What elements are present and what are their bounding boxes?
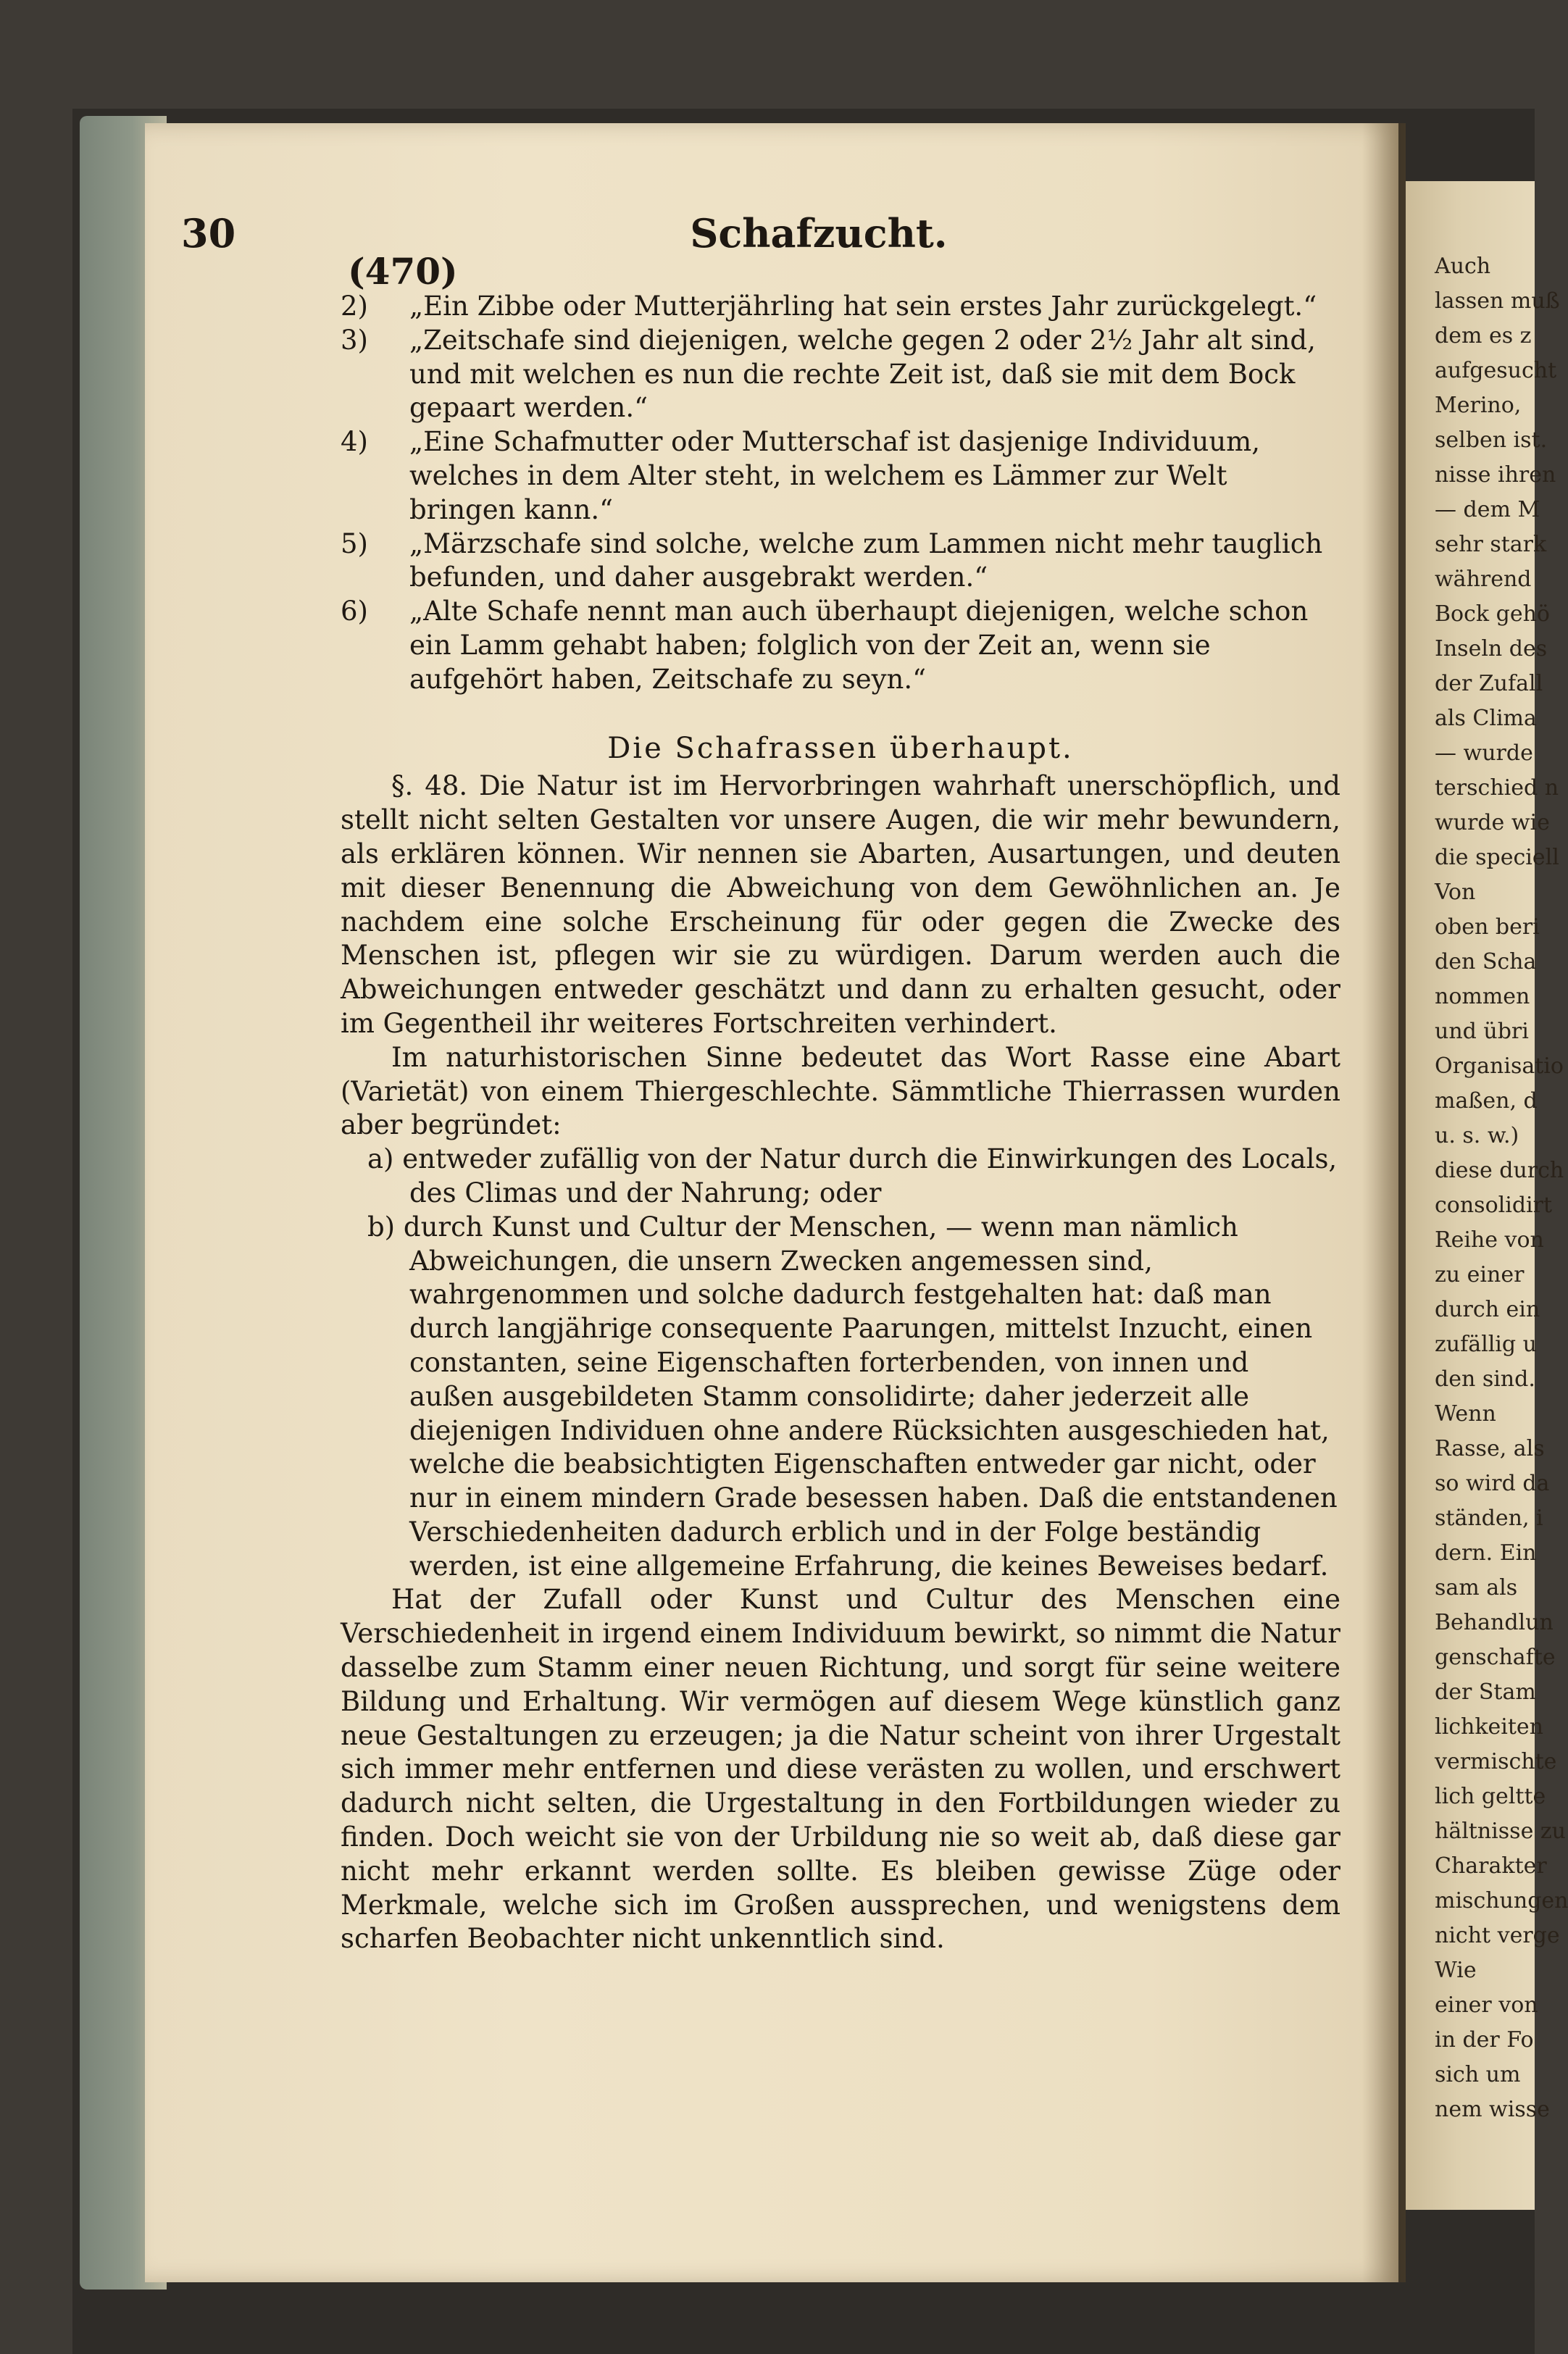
page-body	[341, 290, 1340, 1956]
adjacent-page	[1406, 181, 1568, 2210]
definition-item: 2) „Ein Zibbe oder Mutterjährling hat sein erstes Jahr zurückgelegt.“	[341, 291, 1317, 322]
adjacent-page-line: der Stam	[1435, 1679, 1536, 1705]
adjacent-page-line: Reihe von	[1435, 1227, 1544, 1253]
adjacent-page-line: Wenn	[1435, 1401, 1496, 1427]
adjacent-page-line: der Zufall	[1435, 671, 1543, 696]
adjacent-page-line: durch ein	[1435, 1297, 1540, 1322]
list-item-a: a) entweder zufällig von der Natur durch die Einwirkungen des Locals, des Climas und der Nahrung; oder	[367, 1143, 1338, 1209]
adjacent-page-line: lich geltte	[1435, 1784, 1546, 1809]
adjacent-page-line: vermischte	[1435, 1749, 1557, 1774]
adjacent-page-line: nicht verge	[1435, 1923, 1560, 1948]
adjacent-page-line: und übri	[1435, 1019, 1529, 1044]
adjacent-page-line: einer von	[1435, 1992, 1538, 2018]
page-number: 30	[181, 210, 236, 256]
adjacent-page-line: oben beri	[1435, 914, 1540, 940]
section-heading: Die Schafrassen überhaupt.	[607, 731, 1074, 765]
adjacent-page-line: aufgesucht	[1435, 358, 1557, 383]
adjacent-page-line: — wurde	[1435, 740, 1533, 766]
adjacent-page-line: — dem M	[1435, 497, 1540, 522]
adjacent-page-line: Wie	[1435, 1958, 1477, 1983]
adjacent-page-line: diese durch	[1435, 1158, 1564, 1183]
paragraph: Im naturhistorischen Sinne bedeutet das Wort Rasse eine Abart (Varietät) von einem Thiergeschlechte. Sämmtliche Thierrassen wurden aber begründet:	[341, 1041, 1340, 1141]
paragraph: Hat der Zufall oder Kunst und Cultur des Menschen eine Verschiedenheit in irgend einem Individuum bewirkt, so nimmt die Natur dasselbe zum Stamm einer neuen Richtung, und sorgt für seine weitere Bildung und Erhaltung. Wir vermögen auf diesem Wege künstlich ganz neue Gestaltungen zu erzeugen; ja die Natur scheint von ihrer Urgestalt sich immer mehr entfernen und diese verästen zu wollen, und erschwert dadurch nicht selten, die Urgestaltung in den Fortbildungen wieder zu finden. Doch weicht sie von der Urbildung nie so weit ab, daß diese gar nicht mehr erkannt werden sollte. Es bleiben gewisse Züge oder Merkmale, welche sich im Großen aussprechen, und wenigstens dem scharfen Beobachter nicht unkenntlich sind.	[341, 1584, 1340, 1955]
adjacent-page-line: lichkeiten	[1435, 1714, 1543, 1740]
adjacent-page-line: Charakter	[1435, 1853, 1547, 1879]
adjacent-page-line: mischungen	[1435, 1888, 1568, 1913]
adjacent-page-line: Organisatio	[1435, 1053, 1564, 1079]
adjacent-page-line: dern. Ein	[1435, 1540, 1537, 1566]
adjacent-page-line: consolidirt	[1435, 1193, 1553, 1218]
adjacent-page-line: Auch	[1435, 254, 1491, 279]
adjacent-page-line: Behandlun	[1435, 1610, 1554, 1635]
adjacent-page-line: Inseln des	[1435, 636, 1548, 661]
adjacent-page-line: den sind.	[1435, 1366, 1535, 1392]
definition-item: 6) „Alte Schafe nennt man auch überhaupt diejenigen, welche schon ein Lamm gehabt haben; folglich von der Zeit an, wenn sie aufgehört haben, Zeitschafe zu seyn.“	[341, 596, 1309, 695]
running-head: Schafzucht.	[690, 210, 948, 256]
adjacent-page-line: terschied n	[1435, 775, 1559, 801]
adjacent-page-line: sam als	[1435, 1575, 1518, 1600]
adjacent-page-line: den Scha	[1435, 949, 1537, 974]
adjacent-page-line: die speciell	[1435, 845, 1559, 870]
definition-item: 5) „Märzschafe sind solche, welche zum Lammen nicht mehr tauglich befunden, und daher ausgebrakt werden.“	[341, 527, 1323, 593]
adjacent-page-line: nisse ihren	[1435, 462, 1556, 488]
adjacent-page-line: nommen	[1435, 984, 1530, 1009]
definition-item: 4) „Eine Schafmutter oder Mutterschaf ist dasjenige Individuum, welches in dem Alter steht, in welchem es Lämmer zur Welt bringen kann.“	[341, 426, 1260, 525]
adjacent-page-line: Merino,	[1435, 393, 1522, 418]
adjacent-page-line: selben ist.	[1435, 427, 1548, 453]
adjacent-page-line: nem wisse	[1435, 2097, 1550, 2122]
adjacent-page-line: genschafte	[1435, 1645, 1556, 1670]
adjacent-page-line: sehr stark	[1435, 532, 1547, 557]
adjacent-page-line: zufällig u	[1435, 1332, 1537, 1357]
adjacent-page-line: sich um	[1435, 2062, 1521, 2087]
adjacent-page-line: Bock gehö	[1435, 601, 1550, 627]
adjacent-page-line: wurde wie	[1435, 810, 1550, 835]
adjacent-page-line: Von	[1435, 880, 1476, 905]
adjacent-page-line: hältnisse zu	[1435, 1819, 1566, 1844]
adjacent-page-line: ständen, i	[1435, 1506, 1543, 1531]
adjacent-page-line: als Clima	[1435, 706, 1537, 731]
definition-item: 3) „Zeitschafe sind diejenigen, welche gegen 2 oder 2½ Jahr alt sind, und mit welchen es nun die rechte Zeit ist, daß sie mit dem Bock gepaart werden.“	[341, 324, 1316, 424]
adjacent-page-line: dem es z	[1435, 323, 1532, 348]
adjacent-page-line: u. s. w.)	[1435, 1123, 1519, 1148]
adjacent-page-line: maßen, d	[1435, 1088, 1538, 1114]
article-number: (470)	[348, 250, 458, 293]
adjacent-page-line: Rasse, als	[1435, 1436, 1545, 1461]
adjacent-page-line: während	[1435, 567, 1532, 592]
list-item-b: b) durch Kunst und Cultur der Menschen, — wenn man nämlich Abweichungen, die unsern Zwecken angemessen sind, wahrgenommen und solche dadurch festgehalten hat: daß man durch langjährige consequente Paarungen, mittelst Inzucht, einen constanten, seine Eigenschaften forterbenden, von innen und außen ausgebildeten Stamm consolidirte; daher jederzeit alle diejenigen Individuen ohne andere Rücksichten ausgeschieden hat, welche die beabsichtigten Eigenschaften entweder gar nicht, oder nur in einem mindern Grade besessen haben. Daß die entstandenen Verschiedenheiten dadurch erblich und in der Folge beständig werden, ist eine allgemeine Erfahrung, die keines Beweises bedarf.	[367, 1211, 1338, 1582]
paragraph: §. 48. Die Natur ist im Hervorbringen wahrhaft unerschöpflich, und stellt nicht selten Gestalten vor unsere Augen, die wir mehr bewundern, als erklären können. Wir nennen sie Abarten, Ausartungen, und deuten mit dieser Benennung die Abweichung von dem Gewöhnlichen an. Je nachdem eine solche Erscheinung für oder gegen die Zwecke des Menschen ist, pflegen wir sie zu würdigen. Darum werden auch die Abweichungen entweder geschätzt und dann zu erhalten gesucht, oder im Gegentheil ihr weiteres Fortschreiten verhindert.	[341, 770, 1340, 1039]
adjacent-page-line: in der Fo	[1435, 2027, 1534, 2053]
adjacent-page-line: zu einer	[1435, 1262, 1525, 1287]
page-gutter	[1362, 123, 1406, 2282]
adjacent-page-line: lassen muß	[1435, 288, 1560, 314]
adjacent-page-line: so wird da	[1435, 1471, 1550, 1496]
